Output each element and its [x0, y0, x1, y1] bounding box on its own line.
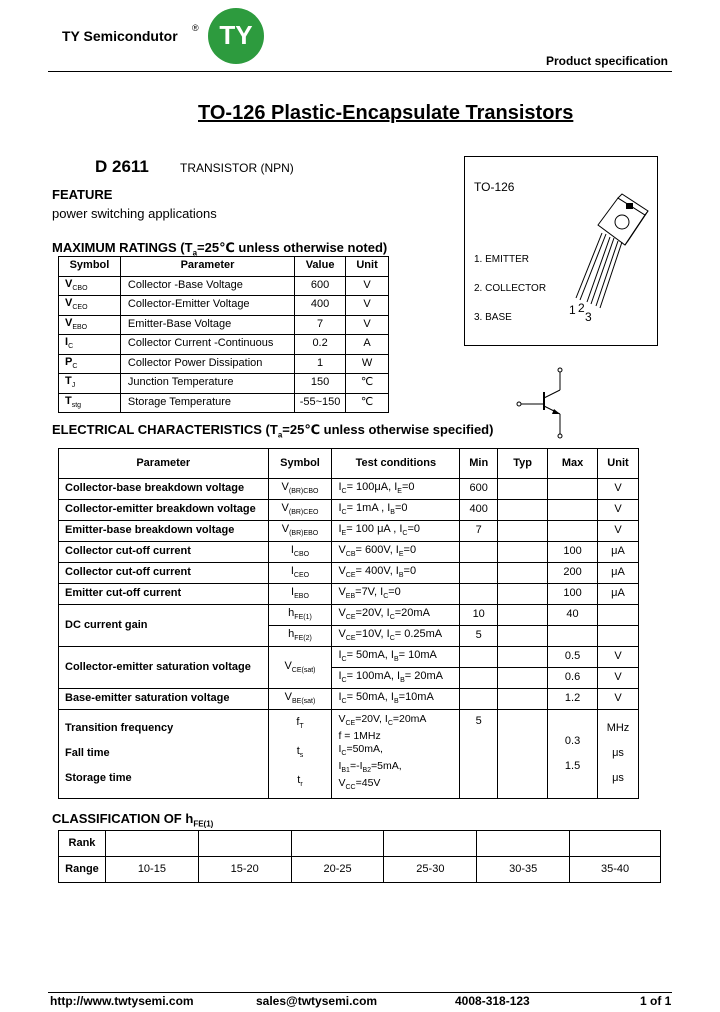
table-row: Collector cut-off current $I_{CBO}$ $V_{CB}= 600V$, $I_E=0$ 100 μA	[59, 542, 639, 563]
pin-label-base: 3. BASE	[474, 312, 512, 323]
brand-name: TY Semicondutor	[62, 28, 178, 44]
package-name: TO-126	[474, 180, 515, 194]
classification-table	[58, 830, 661, 883]
package-drawing-icon	[560, 190, 655, 325]
column-header: Value	[295, 257, 346, 277]
table-row: $T_{stg}$ Storage Temperature -55~150 ℃	[59, 393, 389, 413]
column-header: Parameter	[59, 449, 269, 479]
table-row: $I_C$ Collector Current -Continuous 0.2 A	[59, 335, 389, 355]
classification-heading: CLASSIFICATION OF $h_{FE(1)}$	[52, 811, 214, 829]
condition-line: $V_{CC}=45V$	[338, 777, 381, 792]
condition-line: $V_{CE}=20V$, $I_C=20mA$	[338, 713, 427, 728]
table-header-row	[59, 257, 389, 277]
spec-label: Product specification	[545, 54, 668, 68]
table-row: $V_{CEO}$ Collector-Emitter Voltage 400 V	[59, 296, 389, 316]
table-row: Collector-emitter saturation voltage $V_{CE(sat)}$ $I_C= 50mA$, $I_B= 10mA$ 0.5 V	[59, 647, 639, 668]
condition-line: f = 1MHz	[338, 730, 381, 743]
param-storage-time: Storage time	[65, 772, 132, 785]
param-fall-time: Fall time	[65, 747, 110, 760]
pin-number-3: 3	[585, 310, 592, 324]
table-row: $h_{FE(2)}$ $V_{CE}=10V$, $I_C= 0.25mA$ 5	[59, 626, 639, 647]
footer-url[interactable]: http://www.twtysemi.com	[50, 994, 194, 1008]
table-row: $V_{CBO}$ Collector -Base Voltage 600 V	[59, 276, 389, 296]
column-header: Symbol	[268, 449, 332, 479]
electrical-table	[58, 448, 639, 799]
electrical-heading: ELECTRICAL CHARACTERISTICS ($T_a=25℃$ unless otherwise specified)	[52, 422, 494, 440]
table-row: DC current gain $h_{FE(1)}$ $V_{CE}=20V$, $I_C=20mA$ 10 40	[59, 605, 639, 626]
param-transition-frequency: Transition frequency	[65, 722, 174, 735]
footer-phone: 4008-318-123	[455, 994, 530, 1008]
table-row: Emitter cut-off current $I_{EBO}$ $V_{EB}=7V$, $I_C=0$ 100 μA	[59, 584, 639, 605]
column-header: Parameter	[120, 257, 294, 277]
column-header: Test conditions	[332, 449, 460, 479]
footer-divider	[48, 992, 672, 993]
page-title: TO-126 Plastic-Encapsulate Transistors	[198, 102, 574, 124]
table-row: Base-emitter saturation voltage $V_{BE(sat)}$ $I_C= 50mA$, $I_B=10mA$ 1.2 V	[59, 689, 639, 710]
table-row: Emitter-base breakdown voltage $V_{(BR)EBO}$ $I_E= 100$ μA , $I_C=0$ 7 V	[59, 521, 639, 542]
condition-line: $I_C=50mA$,	[338, 743, 383, 758]
column-header: Max	[548, 449, 598, 479]
table-row: $T_J$ Junction Temperature 150 ℃	[59, 374, 389, 394]
part-type: TRANSISTOR (NPN)	[180, 161, 294, 175]
table-row: Collector-base breakdown voltage $V_{(BR)CBO}$ $I_C= 100\mu A$, $I_E=0$ 600 V	[59, 479, 639, 500]
registered-mark: ®	[192, 23, 199, 33]
pin-label-emitter: 1. EMITTER	[474, 254, 530, 265]
table-row: $P_C$ Collector Power Dissipation 1 W	[59, 354, 389, 374]
part-number: D 2611	[95, 157, 149, 176]
header-divider	[48, 71, 672, 72]
feature-text: power switching applications	[52, 206, 217, 221]
column-header: Min	[460, 449, 498, 479]
max-ratings-table	[58, 256, 389, 413]
table-header-row	[59, 449, 639, 479]
condition-line: $I_{B1}=-I_{B2}=5mA$,	[338, 760, 402, 775]
logo-text: TY	[219, 20, 253, 50]
pin-number-1: 1	[569, 303, 576, 317]
table-row: Collector cut-off current $I_{CEO}$ $V_{CE}= 400V$, $I_B=0$ 200 μA	[59, 563, 639, 584]
table-row: Transition frequency Fall time Storage time $f_T$ $t_s$ $t_r$ $V_{CE}=20V$, $I_C=20mA$ f = 1MHz $I_C=50mA$, $I_{B1}=-I_{B2}=5mA$, $V_{CC}=45V$ 5 0.3 1.5 MHz μs μs	[59, 710, 639, 799]
footer-page: 1 of 1	[640, 994, 672, 1008]
feature-heading: FEATURE	[52, 187, 113, 202]
column-header: Unit	[346, 257, 389, 277]
npn-symbol-icon	[510, 366, 580, 441]
column-header: Symbol	[59, 257, 121, 277]
column-header: Typ	[498, 449, 548, 479]
table-row: Range 10-15 15-20 20-25 25-30 30-35 35-40	[59, 857, 661, 883]
max-ratings-heading: MAXIMUM RATINGS ($T_a=25℃$ unless otherwise noted)	[52, 240, 388, 258]
column-header: Unit	[598, 449, 639, 479]
pin-number-2: 2	[578, 301, 585, 315]
table-row: Collector-emitter breakdown voltage $V_{(BR)CEO}$ $I_C= 1mA$ , $I_B=0$ 400 V	[59, 500, 639, 521]
pin-label-collector: 2. COLLECTOR	[474, 283, 547, 294]
table-row: Rank	[59, 831, 661, 857]
footer-email[interactable]: sales@twtysemi.com	[256, 994, 378, 1008]
table-row: $I_C= 100mA$, $I_B= 20mA$ 0.6 V	[59, 668, 639, 689]
table-row: $V_{EBO}$ Emitter-Base Voltage 7 V	[59, 315, 389, 335]
